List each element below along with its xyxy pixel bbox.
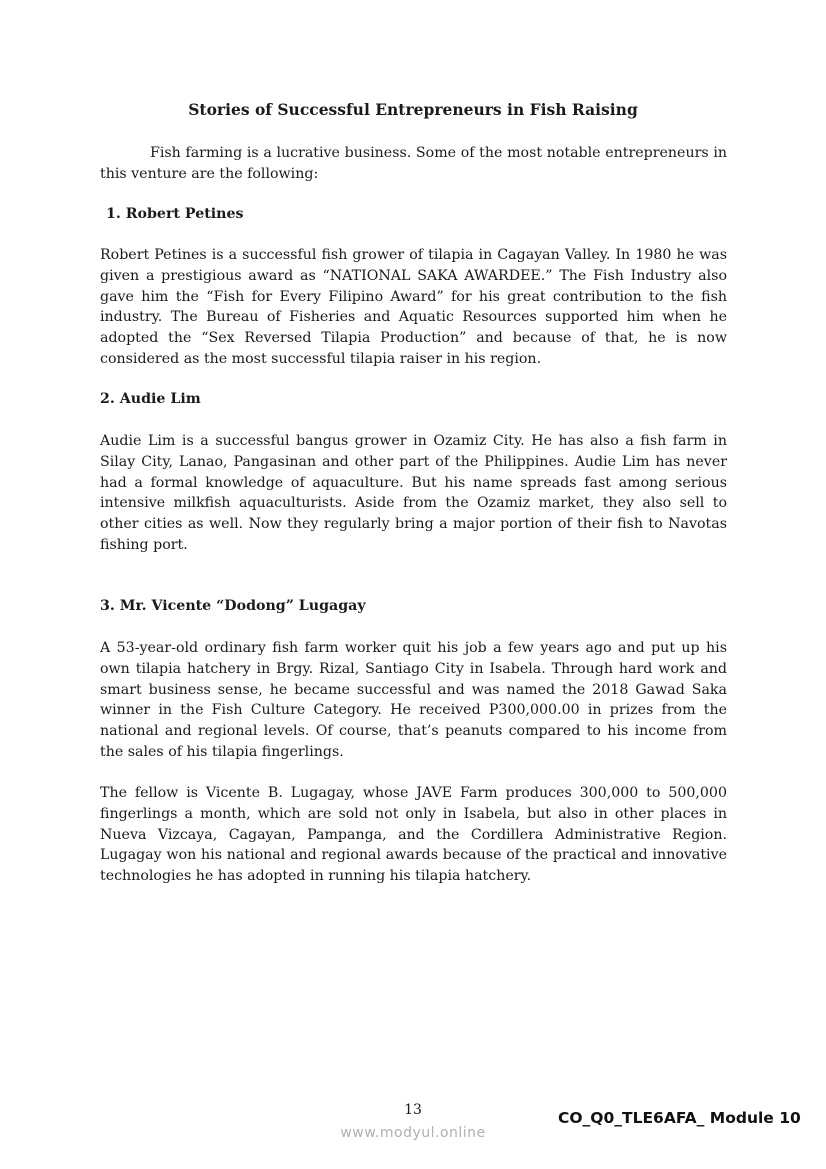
page-number: 13 <box>404 1102 422 1118</box>
section-heading-vicente-lugagay: 3. Mr. Vicente “Dodong” Lugagay <box>100 598 366 614</box>
paragraph-vicente-lugagay-2: The fellow is Vicente B. Lugagay, whose JAVE Farm produces 300,000 to 500,000 fingerlings a month, which are sold not only in Isabela, but also in other places in Nueva Vizcaya, Cagayan, Pampanga, and the Cordillera Administrative Region. Lugagay won his national and regional awards because of the practical and innovative technologies he has adopted in running his tilapia hatchery. <box>100 785 727 885</box>
section-heading-robert-petines: 1. Robert Petines <box>106 206 244 222</box>
watermark: www.modyul.online <box>340 1125 486 1141</box>
intro-paragraph: Fish farming is a lucrative business. Some of the most notable entrepreneurs in this venture are the following: <box>100 145 727 182</box>
page-title: Stories of Successful Entrepreneurs in Fish Raising <box>188 100 638 119</box>
paragraph-robert-petines: Robert Petines is a successful fish grower of tilapia in Cagayan Valley. In 1980 he was given a prestigious award as “NATIONAL SAKA AWARDEE.” The Fish Industry also gave him the “Fish for Every Filipino Award” for his great contribution to the fish industry. The Bureau of Fisheries and Aquatic Resources supported him when he adopted the “Sex Reversed Tilapia Production” and because of that, he is now considered as the most successful tilapia raiser in his region. <box>100 247 727 367</box>
paragraph-audie-lim: Audie Lim is a successful bangus grower in Ozamiz City. He has also a fish farm in Silay City, Lanao, Pangasinan and other part of the Philippines. Audie Lim has never had a formal knowledge of aquaculture. But his name spreads fast among serious intensive milkfish aquaculturists. Aside from the Ozamiz market, they also sell to other cities as well. Now they regularly bring a major portion of their fish to Navotas fishing port. <box>100 433 727 553</box>
module-code: CO_Q0_TLE6AFA_ Module 10 <box>558 1109 801 1127</box>
section-heading-audie-lim: 2. Audie Lim <box>100 391 201 407</box>
paragraph-vicente-lugagay-1: A 53-year-old ordinary fish farm worker quit his job a few years ago and put up his own tilapia hatchery in Brgy. Rizal, Santiago City in Isabela. Through hard work and smart business sense, he became successful and was named the 2018 Gawad Saka winner in the Fish Culture Category. He received P300,000.00 in prizes from the national and regional levels. Of course, that’s peanuts compared to his income from the sales of his tilapia fingerlings. <box>100 640 727 760</box>
